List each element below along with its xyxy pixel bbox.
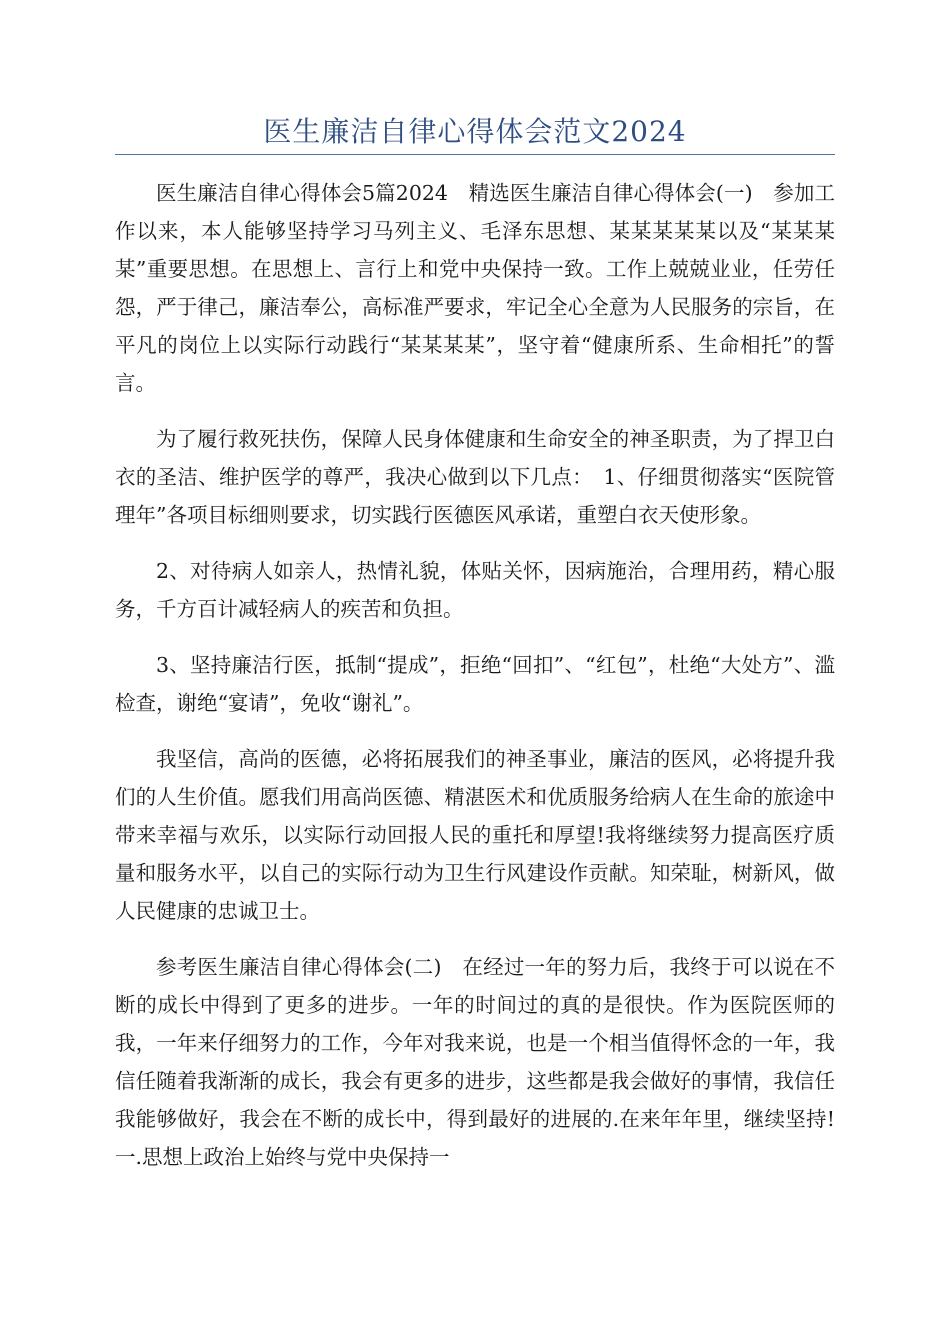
paragraph-6: 参考医生廉洁自律心得体会(二) 在经过一年的努力后，我终于可以说在不断的成长中得到了更多的进步。一年的时间过的真的是很快。作为医院医师的我，一年来仔细努力的工作，今年对我来说，也是一个相当值得怀念的一年，我信任随着我渐渐的成长，我会有更多的进步，这些都是我会做好的事情，我信任我能够做好，我会在不断的成长中，得到最好的进展的.在来年年里，继续坚持! 一.思想上政治上始终与党中央保持一 bbox=[115, 955, 856, 1169]
paragraph-3: 2、对待病人如亲人，热情礼貌，体贴关怀，因病施治，合理用药，精心服务，千方百计减轻病人的疾苦和负担。 bbox=[115, 559, 835, 621]
document-body bbox=[115, 174, 856, 1194]
paragraph-2: 为了履行救死扶伤，保障人民身体健康和生命安全的神圣职责，为了捍卫白衣的圣洁、维护医学的尊严，我决心做到以下几点： 1、仔细贯彻落实“医院管理年”各项目标细则要求，切实践行医德医风承诺，重塑白衣天使形象。 bbox=[115, 427, 835, 527]
title-underline bbox=[115, 154, 835, 155]
paragraph-4: 3、坚持廉洁行医，抵制“提成”，拒绝“回扣”、“红包”，杜绝“大处方”、滥检查，谢绝“宴请”，免收“谢礼”。 bbox=[115, 653, 835, 715]
paragraph-5: 我坚信，高尚的医德，必将拓展我们的神圣事业，廉洁的医风，必将提升我们的人生价值。愿我们用高尚医德、精湛医术和优质服务给病人在生命的旅途中带来幸福与欢乐，以实际行动回报人民的重托和厚望!我将继续努力提高医疗质量和服务水平，以自己的实际行动为卫生行风建设作贡献。知荣耻，树新风，做人民健康的忠诚卫士。 bbox=[115, 747, 835, 923]
document-title: 医生廉洁自律心得体会范文2024 bbox=[263, 115, 687, 148]
paragraph-1: 医生廉洁自律心得体会5篇2024 精选医生廉洁自律心得体会(一) 参加工作以来，本人能够坚持学习马列主义、毛泽东思想、某某某某某以及“某某某某”重要思想。在思想上、言行上和党中央保持一致。工作上兢兢业业，任劳任怨，严于律己，廉洁奉公，高标准严要求，牢记全心全意为人民服务的宗旨，在平凡的岗位上以实际行动践行“某某某某”，坚守着“健康所系、生命相托”的誓言。 bbox=[115, 181, 835, 395]
